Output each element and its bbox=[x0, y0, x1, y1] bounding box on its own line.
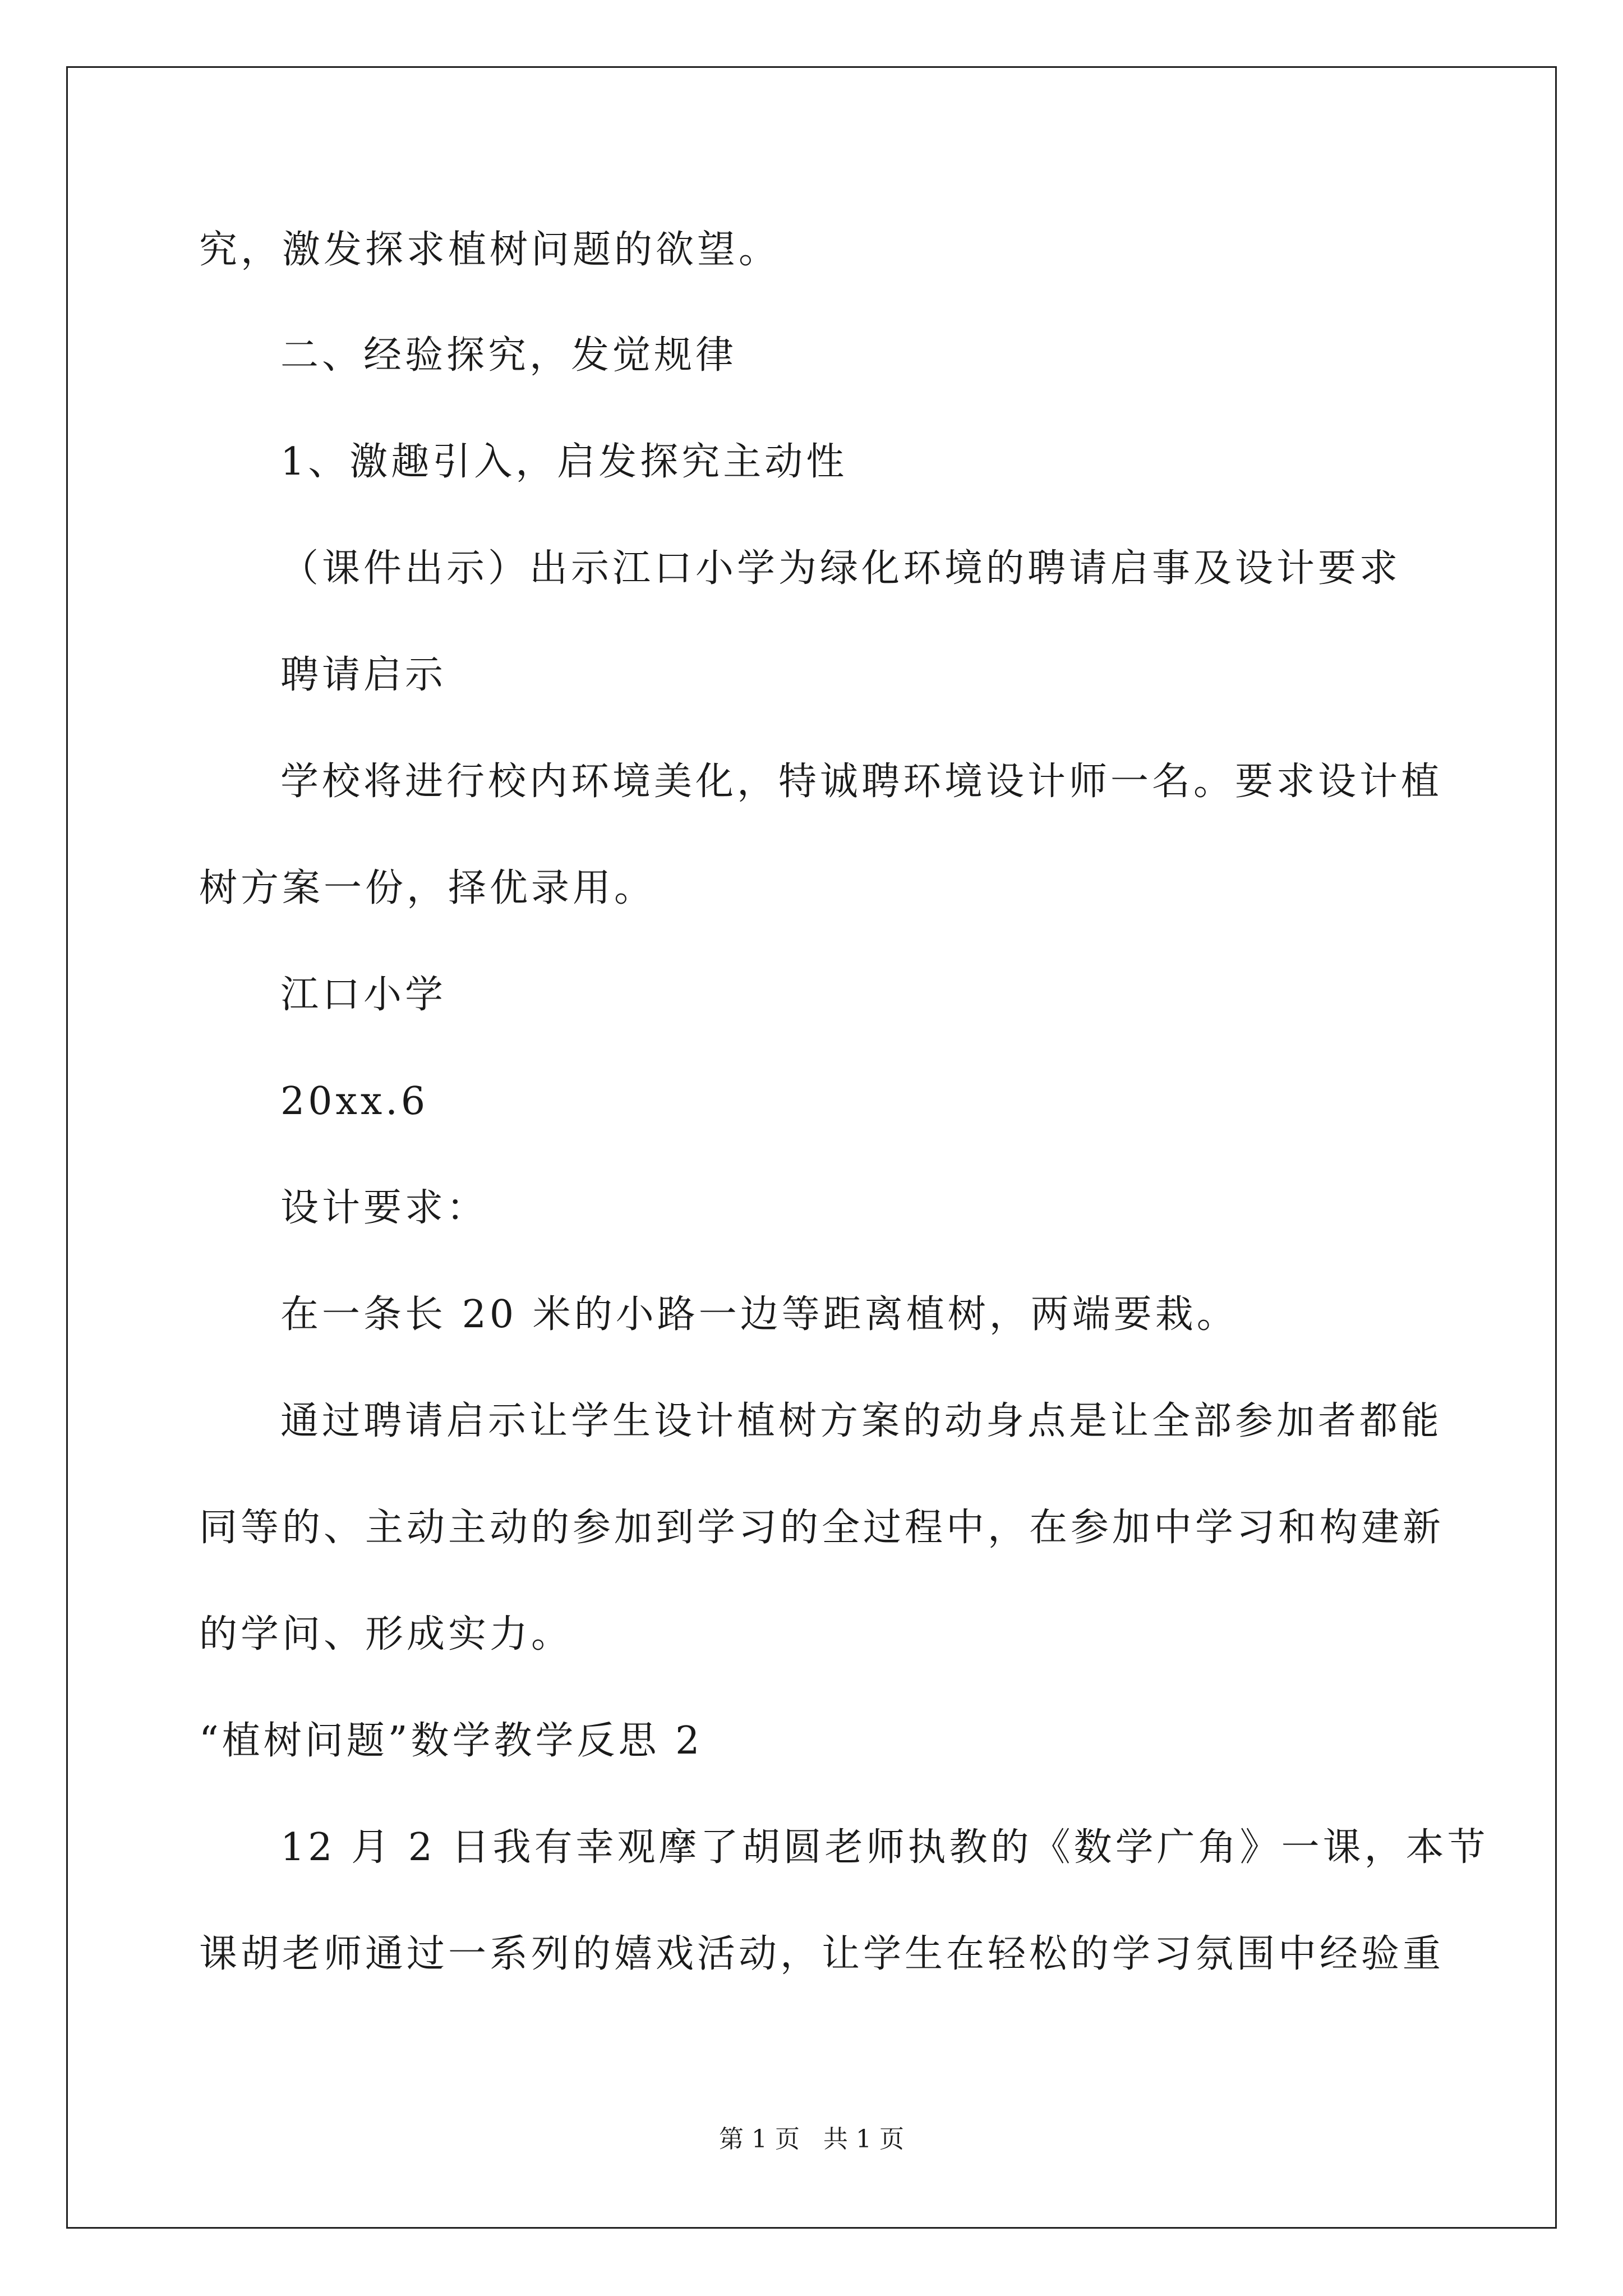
page-border bbox=[66, 66, 1557, 2229]
paragraph-line: 同等的、主动主动的参加到学习的全过程中，在参加中学习和构建新 bbox=[199, 1506, 1445, 1550]
paragraph-line: 课胡老师通过一系列的嬉戏活动，让学生在轻松的学习氛围中经验重 bbox=[199, 1932, 1445, 1976]
paragraph-line: 树方案一份，择优录用。 bbox=[199, 866, 656, 910]
paragraph-line: 在一条长 20 米的小路一边等距离植树，两端要栽。 bbox=[280, 1292, 1238, 1337]
article-title: “植树问题”数学教学反思 2 bbox=[199, 1719, 703, 1763]
notice-title: 聘请启示 bbox=[280, 653, 447, 697]
subsection-heading: 1、激趣引入，启发探究主动性 bbox=[280, 440, 848, 484]
notice-signature: 江口小学 bbox=[280, 973, 447, 1017]
paragraph-line: 的学问、形成实力。 bbox=[199, 1612, 573, 1657]
notice-date: 20xx.6 bbox=[280, 1079, 429, 1124]
paragraph-line: 学校将进行校内环境美化，特诚聘环境设计师一名。要求设计植 bbox=[280, 760, 1443, 804]
section-heading: 二、经验探究，发觉规律 bbox=[280, 333, 737, 378]
paragraph-line: 12 月 2 日我有幸观摩了胡圆老师执教的《数学广角》一课，本节 bbox=[280, 1825, 1489, 1870]
paragraph-line: 究，激发探求植树问题的欲望。 bbox=[199, 228, 781, 272]
page-footer: 第 1 页 共 1 页 bbox=[719, 2125, 904, 2154]
paragraph-line: 设计要求： bbox=[280, 1186, 488, 1230]
paragraph-line: （课件出示）出示江口小学为绿化环境的聘请启事及设计要求 bbox=[280, 546, 1401, 591]
paragraph-line: 通过聘请启示让学生设计植树方案的动身点是让全部参加者都能 bbox=[280, 1399, 1443, 1443]
